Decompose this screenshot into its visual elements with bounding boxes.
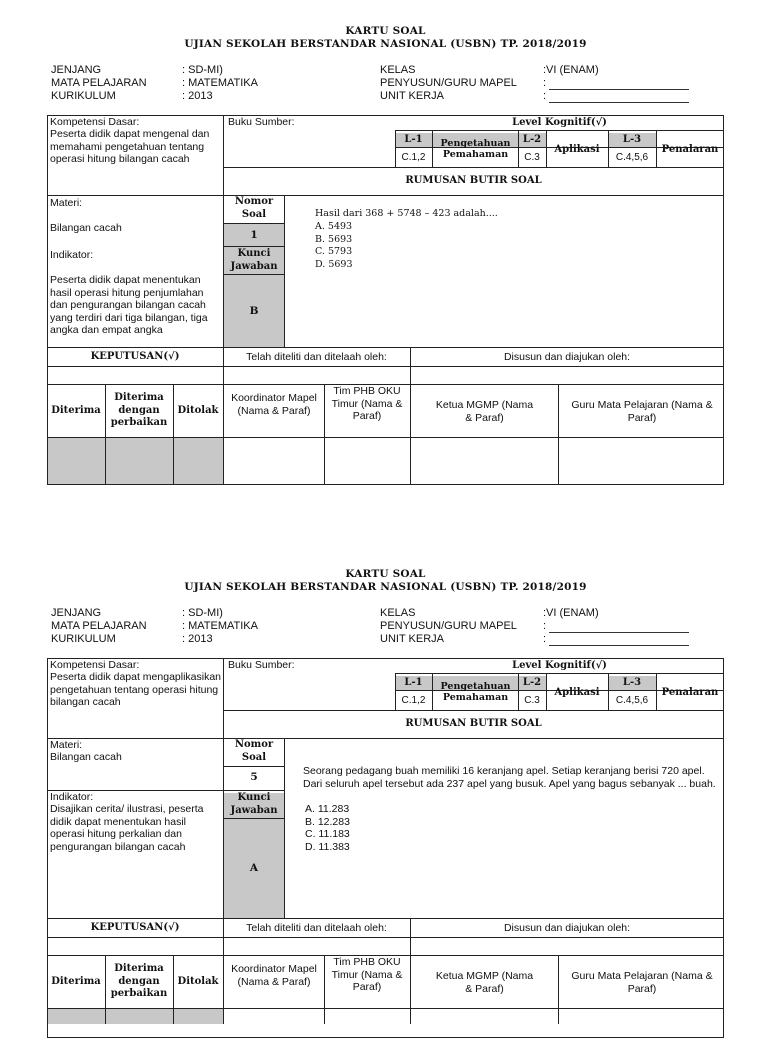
field-kelas-value: :VI (ENAM) [543, 64, 599, 76]
option-b: B. 12.283 [305, 815, 350, 828]
field-jenjang-label: JENJANG [51, 607, 102, 619]
field-jenjang-label: JENJANG [51, 64, 102, 76]
tim-phb-label: Tim PHB OKU Timur (Nama & Paraf) [331, 385, 403, 422]
kartu-soal-2 [47, 568, 724, 1024]
level-l3-sub: Penalaran [661, 143, 719, 155]
field-unit-value: : [543, 633, 689, 646]
option-a: A. 5493 [315, 221, 353, 232]
field-kurikulum-label: KURIKULUM [51, 90, 116, 102]
level-l2-sub: Aplikasi [554, 143, 600, 155]
option-a: A. 11.283 [305, 803, 350, 815]
field-unit-label: UNIT KERJA [380, 633, 444, 645]
ketua-mgmp-label: Ketua MGMP (Nama & Paraf) [435, 399, 534, 424]
guru-mapel-label: Guru Mata Pelajaran (Nama & Paraf) [571, 970, 713, 995]
level-l1-code: C.1,2 [401, 152, 426, 163]
field-penyusun-value: : [543, 620, 689, 633]
field-kelas-value: :VI (ENAM) [543, 607, 599, 619]
card-subtitle: UJIAN SEKOLAH BERSTANDAR NASIONAL (USBN) TP. 2018/2019 [184, 38, 587, 50]
rumusan-title: RUMUSAN BUTIR SOAL [405, 175, 542, 186]
keputusan-label: KEPUTUSAN(√) [90, 922, 180, 933]
field-mapel-value: : MATEMATIKA [182, 620, 258, 632]
field-unit-label: UNIT KERJA [380, 90, 444, 102]
materi-label: Materi: [50, 739, 83, 751]
keputusan-label: KEPUTUSAN(√) [90, 351, 180, 362]
kd-text: Peserta didik dapat mengaplikasikan pengetahuan tentang operasi hitung bilangan cacah [50, 671, 222, 708]
indikator-label: Indikator: [50, 249, 94, 261]
level-l1: L-1 [404, 676, 423, 688]
nomor-soal-label: Nomor Soal [234, 739, 274, 763]
field-kurikulum-value: : 2013 [182, 90, 213, 102]
level-l2-sub: Aplikasi [554, 686, 600, 698]
nomor-soal-value: 5 [250, 771, 258, 783]
materi-text: Bilangan cacah [50, 222, 122, 234]
kunci-jawaban-value: B [249, 305, 259, 317]
koordinator-label: Koordinator Mapel (Nama & Paraf) [231, 963, 317, 988]
kunci-jawaban-label: Kunci Jawaban [230, 792, 278, 816]
level-l3-code: C.4,5,6 [615, 152, 649, 163]
card-subtitle: UJIAN SEKOLAH BERSTANDAR NASIONAL (USBN) TP. 2018/2019 [184, 581, 587, 593]
diterima-label: Diterima [51, 405, 101, 416]
diterima-label: Diterima [51, 976, 101, 987]
field-penyusun-label: PENYUSUN/GURU MAPEL [380, 620, 517, 632]
field-kelas-label: KELAS [380, 607, 416, 619]
level-kognitif-title: Level Kognitif(√) [512, 660, 607, 671]
rumusan-title: RUMUSAN BUTIR SOAL [405, 718, 542, 729]
card-title: KARTU SOAL [345, 568, 426, 580]
diteliti-label: Telah diteliti dan ditelaah oleh: [246, 351, 387, 363]
guru-mapel-label: Guru Mata Pelajaran (Nama & Paraf) [571, 399, 713, 424]
field-kurikulum-label: KURIKULUM [51, 633, 116, 645]
field-mapel-label: MATA PELAJARAN [51, 77, 147, 89]
level-l1-sub: Pengetahuan Pemahaman [440, 138, 511, 160]
disusun-label: Disusun dan diajukan oleh: [503, 351, 631, 363]
field-jenjang-value: : SD-MI) [182, 607, 223, 619]
option-d: D. 11.383 [305, 840, 350, 853]
level-l2: L-2 [522, 133, 542, 145]
level-l3: L-3 [622, 133, 642, 145]
answer-options [305, 803, 350, 853]
ditolak-label: Ditolak [177, 405, 219, 416]
field-jenjang-value: : SD-MI) [182, 64, 223, 76]
koordinator-label: Koordinator Mapel (Nama & Paraf) [231, 392, 317, 417]
field-kurikulum-value: : 2013 [182, 633, 213, 645]
option-b: B. 5693 [315, 233, 353, 245]
diterima-perbaikan-label: Diterima dengan perbaikan [110, 392, 168, 428]
indikator-text: Disajikan cerita/ ilustrasi, peserta didik dapat menentukan hasil operasi hitung perkalian dan pengurangan bilangan cacah [50, 803, 204, 853]
kartu-soal-1 [47, 25, 724, 490]
field-mapel-value: : MATEMATIKA [182, 77, 258, 89]
level-l3: L-3 [622, 676, 642, 688]
level-l1: L-1 [404, 133, 423, 145]
level-l1-sub: Pengetahuan Pemahaman [440, 681, 511, 703]
diterima-perbaikan-label: Diterima dengan perbaikan [110, 963, 168, 999]
kd-label: Kompetensi Dasar: [50, 659, 140, 671]
indikator-text: Peserta didik dapat menentukan hasil operasi hitung penjumlahan dan pengurangan bilangan cacah yang terdiri dari tiga bilangan, tiga angka dan empat angka [50, 274, 208, 336]
nomor-soal-label: Nomor Soal [234, 196, 274, 220]
nomor-soal-value: 1 [250, 229, 258, 241]
field-kelas-label: KELAS [380, 64, 416, 76]
tim-phb-label: Tim PHB OKU Timur (Nama & Paraf) [331, 956, 403, 993]
ketua-mgmp-label: Ketua MGMP (Nama & Paraf) [435, 970, 534, 995]
level-l1-code: C.1,2 [401, 695, 426, 706]
field-penyusun-label: PENYUSUN/GURU MAPEL [380, 77, 517, 89]
kd-label: Kompetensi Dasar: [50, 116, 140, 128]
level-l2-code: C.3 [524, 695, 540, 706]
level-l2-code: C.3 [524, 152, 540, 163]
question-text: Hasil dari 368 + 5748 – 423 adalah.... [315, 208, 498, 219]
field-mapel-label: MATA PELAJARAN [51, 620, 147, 632]
indikator-label: Indikator: [50, 791, 94, 803]
disusun-label: Disusun dan diajukan oleh: [503, 922, 631, 934]
field-penyusun-value: : [543, 77, 689, 90]
question-text: Seorang pedagang buah memiliki 16 keranjang apel. Setiap keranjang berisi 720 apel. Dari seluruh apel tersebut ada 237 apel yang busuk. Apel yang bagus sebanyak ... buah. [303, 765, 716, 790]
level-kognitif-title: Level Kognitif(√) [512, 117, 607, 128]
answer-options [315, 221, 353, 271]
kd-text: Peserta didik dapat mengenal dan memahami pengetahuan tentang operasi hitung bilangan cacah [50, 128, 210, 165]
option-c: C. 5793 [315, 246, 353, 257]
buku-sumber-label: Buku Sumber: [228, 659, 295, 671]
field-unit-value: : [543, 90, 689, 103]
materi-text: Bilangan cacah [50, 751, 122, 763]
card-title: KARTU SOAL [345, 25, 426, 37]
option-d: D. 5693 [315, 258, 353, 270]
ditolak-label: Ditolak [177, 976, 219, 987]
level-l2: L-2 [522, 676, 542, 688]
option-c: C. 11.183 [305, 828, 350, 840]
kunci-jawaban-label: Kunci Jawaban [230, 248, 278, 272]
level-l3-sub: Penalaran [661, 686, 719, 698]
level-l3-code: C.4,5,6 [615, 695, 649, 706]
materi-label: Materi: [50, 197, 83, 209]
kunci-jawaban-value: A [249, 862, 259, 874]
buku-sumber-label: Buku Sumber: [228, 116, 295, 128]
diteliti-label: Telah diteliti dan ditelaah oleh: [246, 922, 387, 934]
